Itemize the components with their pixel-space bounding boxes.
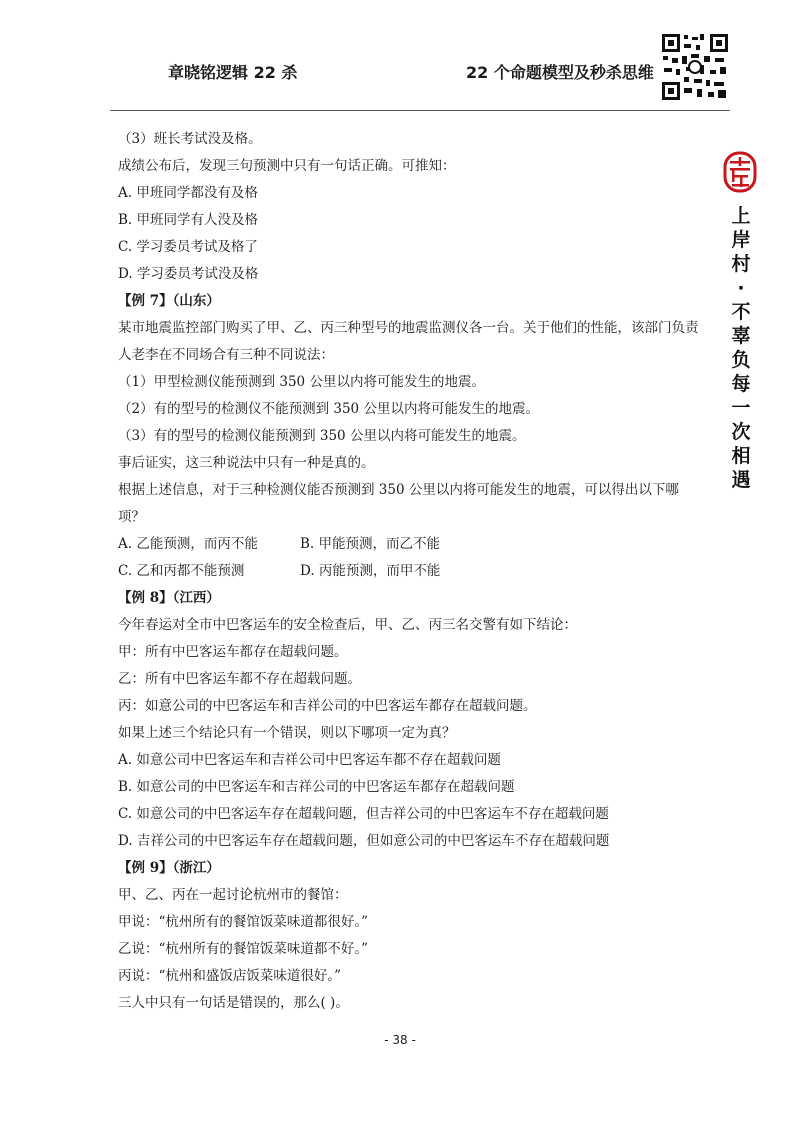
option-line: A. 甲班同学都没有及格 — [118, 185, 258, 201]
statement-line: （1）甲型检测仪能预测到 350 公里以内将可能发生的地震。 — [118, 374, 485, 390]
question-line: 根据上述信息，对于三种检测仪能否预测到 350 公里以内将可能发生的地震，可以得出以下哪项？ — [118, 482, 679, 525]
text-line: 成绩公布后，发现三句预测中只有一句话正确。可推知： — [118, 158, 456, 174]
option-line: D. 学习委员考试没及格 — [118, 266, 259, 282]
example-8-title: 【例 8】（江西） — [118, 590, 220, 606]
example-9-title: 【例 9】（浙江） — [118, 860, 220, 876]
question-line: 三人中只有一句话是错误的，那么( )。 — [118, 995, 349, 1011]
example-9-paragraph: 甲、乙、丙在一起讨论杭州市的餐馆： — [118, 887, 348, 903]
options-row — [118, 531, 703, 558]
example-7-title: 【例 7】（山东） — [118, 293, 220, 309]
text-line: （3）班长考试没及格。 — [118, 131, 262, 147]
side-slogan: 上岸村·不辜负每一次相遇 — [731, 205, 751, 491]
statement-line: 甲说：“杭州所有的餐馆饭菜味道都很好。” — [118, 914, 369, 930]
question-line: 如果上述三个结论只有一个错误，则以下哪项一定为真？ — [118, 725, 456, 741]
option-c: C. 乙和丙都不能预测 — [118, 563, 245, 579]
statement-line: 乙：所有中巴客运车都不存在超载问题。 — [118, 671, 361, 687]
option-c: C. 如意公司的中巴客运车存在超载问题，但吉祥公司的中巴客运车不存在超载问题 — [118, 806, 609, 822]
option-line: B. 甲班同学有人没及格 — [118, 212, 259, 228]
option-a: A. 如意公司中巴客运车和吉祥公司中巴客运车都不存在超载问题 — [118, 752, 501, 768]
statement-line: 乙说：“杭州所有的餐馆饭菜味道都不好。” — [118, 941, 369, 957]
statement-line: 丙说：“杭州和盛饭店饭菜味道很好。” — [118, 968, 342, 984]
option-a: A. 乙能预测，而丙不能 — [118, 536, 258, 552]
statement-line: 丙：如意公司的中巴客运车和吉祥公司的中巴客运车都存在超载问题。 — [118, 698, 537, 714]
header-title-right: 22 个命题模型及秒杀思维 — [466, 63, 654, 82]
page-number: - 38 - — [384, 1033, 416, 1047]
option-d: D. 丙能预测，而甲不能 — [300, 563, 441, 579]
qr-code — [660, 32, 730, 102]
option-line: C. 学习委员考试及格了 — [118, 239, 258, 255]
example-7-paragraph: 某市地震监控部门购买了甲、乙、丙三种型号的地震监测仪各一台。关于他们的性能，该部门负责人老李在不同场合有三种不同说法： — [118, 320, 699, 363]
statement-line: （3）有的型号的检测仪能预测到 350 公里以内将可能发生的地震。 — [118, 428, 526, 444]
option-b: B. 如意公司的中巴客运车和吉祥公司的中巴客运车都存在超载问题 — [118, 779, 515, 795]
example-8-paragraph: 今年春运对全市中巴客运车的安全检查后，甲、乙、丙三名交警有如下结论： — [118, 617, 577, 633]
option-d: D. 吉祥公司的中巴客运车存在超载问题，但如意公司的中巴客运车不存在超载问题 — [118, 833, 610, 849]
statement-line: 甲：所有中巴客运车都存在超载问题。 — [118, 644, 348, 660]
header-title-left: 章晓铭逻辑 22 杀 — [168, 63, 298, 82]
seal-logo — [722, 150, 758, 194]
text-line: 事后证实，这三种说法中只有一种是真的。 — [118, 455, 375, 471]
document-body — [118, 126, 703, 1017]
option-b: B. 甲能预测，而乙不能 — [300, 536, 441, 552]
statement-line: （2）有的型号的检测仪不能预测到 350 公里以内将可能发生的地震。 — [118, 401, 539, 417]
options-row — [118, 558, 703, 585]
header-divider — [110, 110, 730, 111]
